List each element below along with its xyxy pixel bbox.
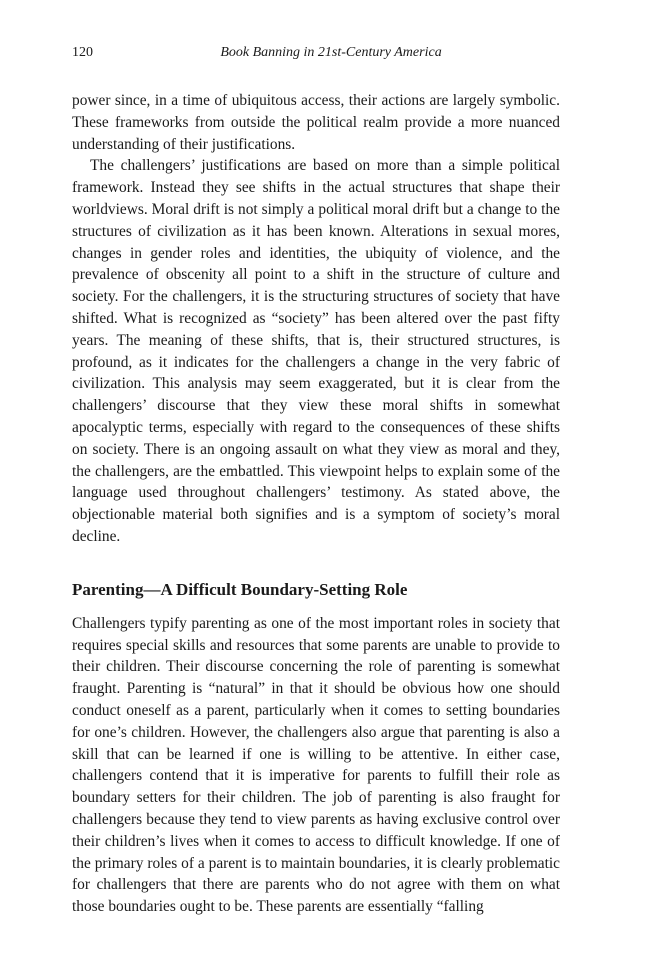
paragraph-continuation: power since, in a time of ubiquitous access, their actions are largely symbolic. These frameworks from outside the political realm provide a more nuanced understanding of their justifications. bbox=[72, 92, 560, 153]
running-head bbox=[72, 45, 560, 67]
page-number: 120 bbox=[72, 45, 93, 60]
running-title: Book Banning in 21st-Century America bbox=[220, 45, 442, 60]
paragraph-parenting: Challengers typify parenting as one of the most important roles in society that requires special skills and resources that some parents are unable to provide to their children. Their discourse concerning the role of parenting is somewhat fraught. Parenting is “natural” in that it should be obvious how one should conduct oneself as a parent, particularly when it comes to setting boundaries for one’s children. However, the challengers also argue that parenting is also a skill that can be learned if one is willing to be attentive. In either case, challengers contend that it is imperative for parents to fulfill their role as boundary setters for their children. The job of parenting is also fraught for challengers because they tend to view parents as having exclusive control over their children’s lives when it comes to access to difficult knowledge. If one of the primary roles of a parent is to maintain boundaries, it is clearly problematic for challengers that there are parents who do not agree with them on what those boundaries ought to be. These parents are essentially “falling bbox=[72, 614, 560, 916]
paragraph-justifications: The challengers’ justifications are based on more than a simple political framework. Instead they see shifts in the actual structures that shape their worldviews. Moral drift is not simply a political moral drift but a change to the structures of civilization as it has been known. Alterations in sexual mores, changes in gender roles and identities, the ubiquity of violence, and the prevalence of obscenity all point to a shift in the structure of culture and society. For the challengers, it is the structuring structures of society that have shifted. What is recognized as “society” has been altered over the past fifty years. The meaning of these shifts, that is, their structured structures, is profound, as it indicates for the challengers a change in the very fabric of civilization. This analysis may seem exaggerated, but it is clear from the challengers’ discourse that they view these moral shifts in somewhat apocalyptic terms, especially with regard to the consequences of these shifts on society. There is an ongoing assault on what they view as moral and they, the challengers, are the embattled. This viewpoint helps to explain some of the language used throughout challengers’ testimony. As stated above, the objectionable material both signifies and is a symptom of society’s moral decline. bbox=[72, 157, 560, 545]
body-text bbox=[72, 90, 560, 918]
section-heading: Parenting—A Difficult Boundary-Setting Role bbox=[72, 579, 408, 599]
